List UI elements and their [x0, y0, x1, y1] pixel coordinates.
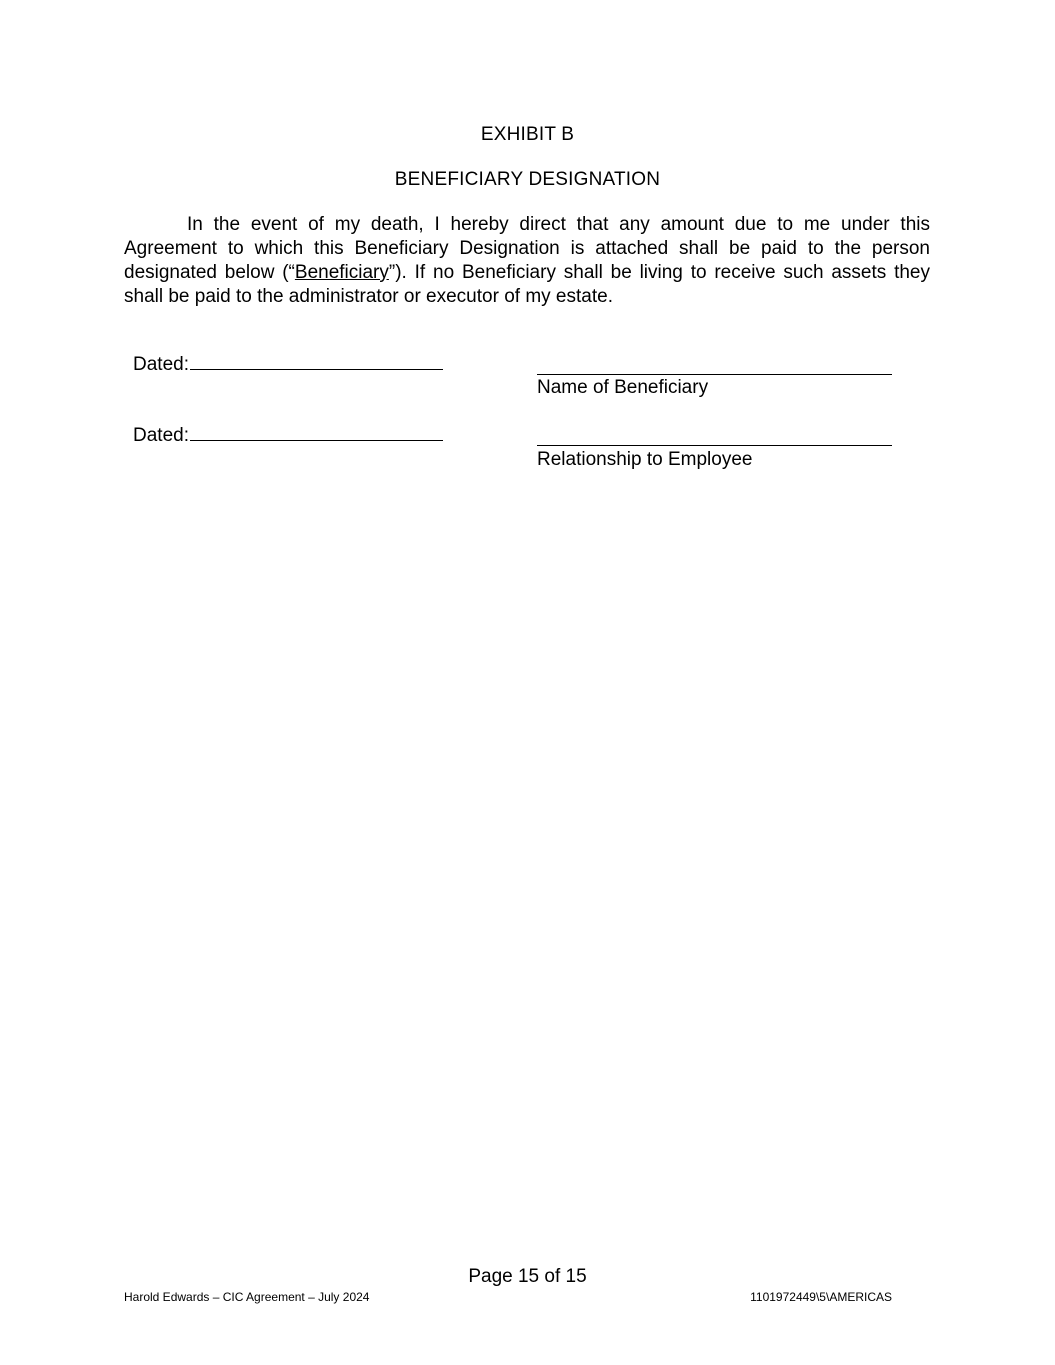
dated-label: Dated:: [133, 425, 189, 446]
dated-field-2: [133, 424, 443, 447]
defined-term-beneficiary: Beneficiary: [294, 262, 389, 283]
designation-paragraph: [124, 213, 930, 309]
dated-label: Dated:: [133, 354, 189, 375]
paragraph-text-end: ”). If no Beneficiary shall be living to receive such assets they shall be paid to the administrator or executor of my estate.: [124, 262, 930, 307]
beneficiary-name-line[interactable]: [537, 374, 892, 375]
beneficiary-name-label: Name of Beneficiary: [537, 377, 709, 398]
page-number: Page 15 of 15: [468, 1266, 587, 1287]
designation-title: BENEFICIARY DESIGNATION: [394, 169, 661, 190]
dated-field-1: [133, 353, 443, 376]
exhibit-title: EXHIBIT B: [480, 124, 575, 145]
paragraph-text-start: In the event of my death, I hereby direct that any amount due to me under this Agreement to which this Beneficiary Designation is attached shall be paid to the person designated below (“: [124, 214, 930, 283]
relationship-label: Relationship to Employee: [537, 449, 753, 470]
footer-document-id: 1101972449\5\AMERICAS: [750, 1290, 892, 1304]
dated-blank-line[interactable]: [190, 424, 443, 441]
relationship-line[interactable]: [537, 445, 892, 446]
dated-blank-line[interactable]: [190, 353, 443, 370]
footer-document-title: Harold Edwards – CIC Agreement – July 2024: [124, 1290, 370, 1304]
